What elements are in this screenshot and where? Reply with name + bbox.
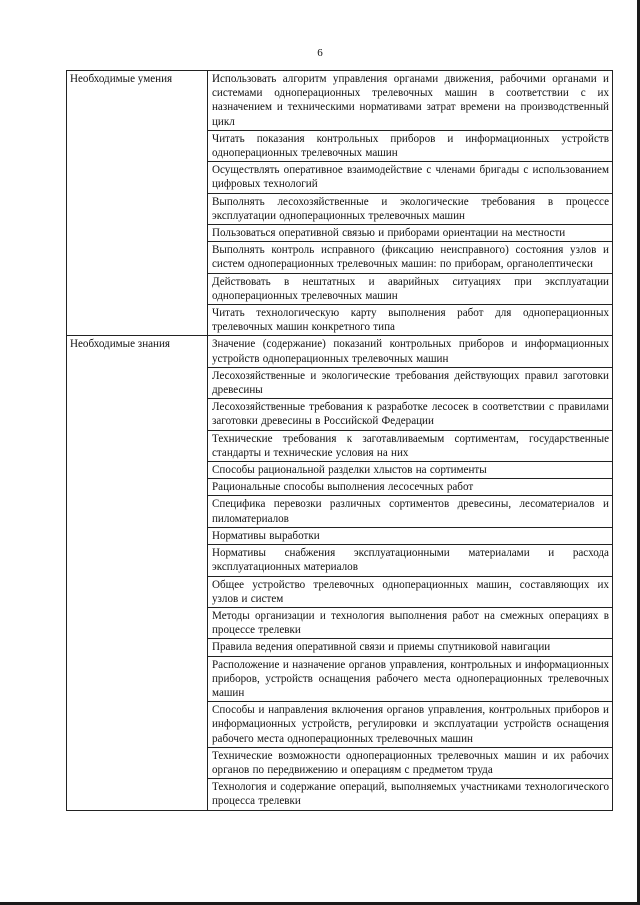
requirement-item: Лесохозяйственные и экологические требования действующих правил заготовки древесины bbox=[208, 368, 612, 399]
section-items bbox=[208, 336, 613, 810]
requirement-item: Нормативы выработки bbox=[208, 528, 612, 545]
requirement-item: Методы организации и технология выполнения работ на смежных операциях в процессе трелевки bbox=[208, 608, 612, 639]
page-number: 6 bbox=[317, 47, 323, 59]
requirement-item: Расположение и назначение органов управления, контрольных и информационных приборов, устройств оснащения рабочего места одноперационных трелевочных машин bbox=[208, 657, 612, 703]
requirement-item: Общее устройство трелевочных одноперационных машин, составляющих их узлов и систем bbox=[208, 577, 612, 608]
requirement-item: Технические возможности одноперационных трелевочных машин и их рабочих органов по передвижению и операциям с предметом труда bbox=[208, 748, 612, 779]
requirement-item: Значение (содержание) показаний контрольных приборов и информационных устройств одноперационных трелевочных машин bbox=[208, 336, 612, 367]
requirements-table-body bbox=[67, 71, 613, 811]
requirement-item: Действовать в нештатных и аварийных ситуациях при эксплуатации одноперационных трелевочных машин bbox=[208, 274, 612, 305]
requirement-item: Использовать алгоритм управления органами движения, рабочими органами и системами одноперационных трелевочных машин в соответствии с их назначением и техническими нормативами затрат времени на производственный цикл bbox=[208, 71, 612, 131]
requirement-item: Пользоваться оперативной связью и приборами ориентации на местности bbox=[208, 225, 612, 242]
section-label: Необходимые знания bbox=[67, 336, 208, 810]
section-row bbox=[67, 71, 613, 336]
requirement-item: Нормативы снабжения эксплуатационными материалами и расхода эксплуатационных материалов bbox=[208, 545, 612, 576]
requirement-item: Осуществлять оперативное взаимодействие с членами бригады с использованием цифровых технологий bbox=[208, 162, 612, 193]
requirement-item: Выполнять лесохозяйственные и экологические требования в процессе эксплуатации одноперационных трелевочных машин bbox=[208, 194, 612, 225]
requirement-item: Способы и направления включения органов управления, контрольных приборов и информационных устройств, регулировки и эксплуатации устройств оснащения рабочего места одноперационных трелевочных машин bbox=[208, 702, 612, 748]
requirement-item: Способы рациональной разделки хлыстов на сортименты bbox=[208, 462, 612, 479]
requirement-item: Читать технологическую карту выполнения работ для одноперационных трелевочных машин конкретного типа bbox=[212, 307, 609, 334]
requirement-item: Читать показания контрольных приборов и информационных устройств одноперационных трелевочных машин bbox=[208, 131, 612, 162]
requirement-item: Выполнять контроль исправного (фиксацию неисправного) состояния узлов и систем одноперационных трелевочных машин: по приборам, органолептически bbox=[208, 242, 612, 273]
requirement-item: Технические требования к заготавливаемым сортиментам, государственные стандарты и технические условия на них bbox=[208, 431, 612, 462]
requirement-item: Рациональные способы выполнения лесосечных работ bbox=[208, 479, 612, 496]
requirement-item: Специфика перевозки различных сортиментов древесины, лесоматериалов и пиломатериалов bbox=[208, 496, 612, 527]
requirement-item: Правила ведения оперативной связи и приемы спутниковой навигации bbox=[208, 639, 612, 656]
requirement-item: Технология и содержание операций, выполняемых участниками технологического процесса трелевки bbox=[212, 781, 609, 808]
section-row bbox=[67, 336, 613, 810]
section-items bbox=[208, 71, 613, 336]
requirement-item: Лесохозяйственные требования к разработке лесосек в соответствии с правилами заготовки древесины в Российской Федерации bbox=[208, 399, 612, 430]
requirements-table bbox=[66, 70, 613, 811]
section-label: Необходимые умения bbox=[67, 71, 208, 336]
